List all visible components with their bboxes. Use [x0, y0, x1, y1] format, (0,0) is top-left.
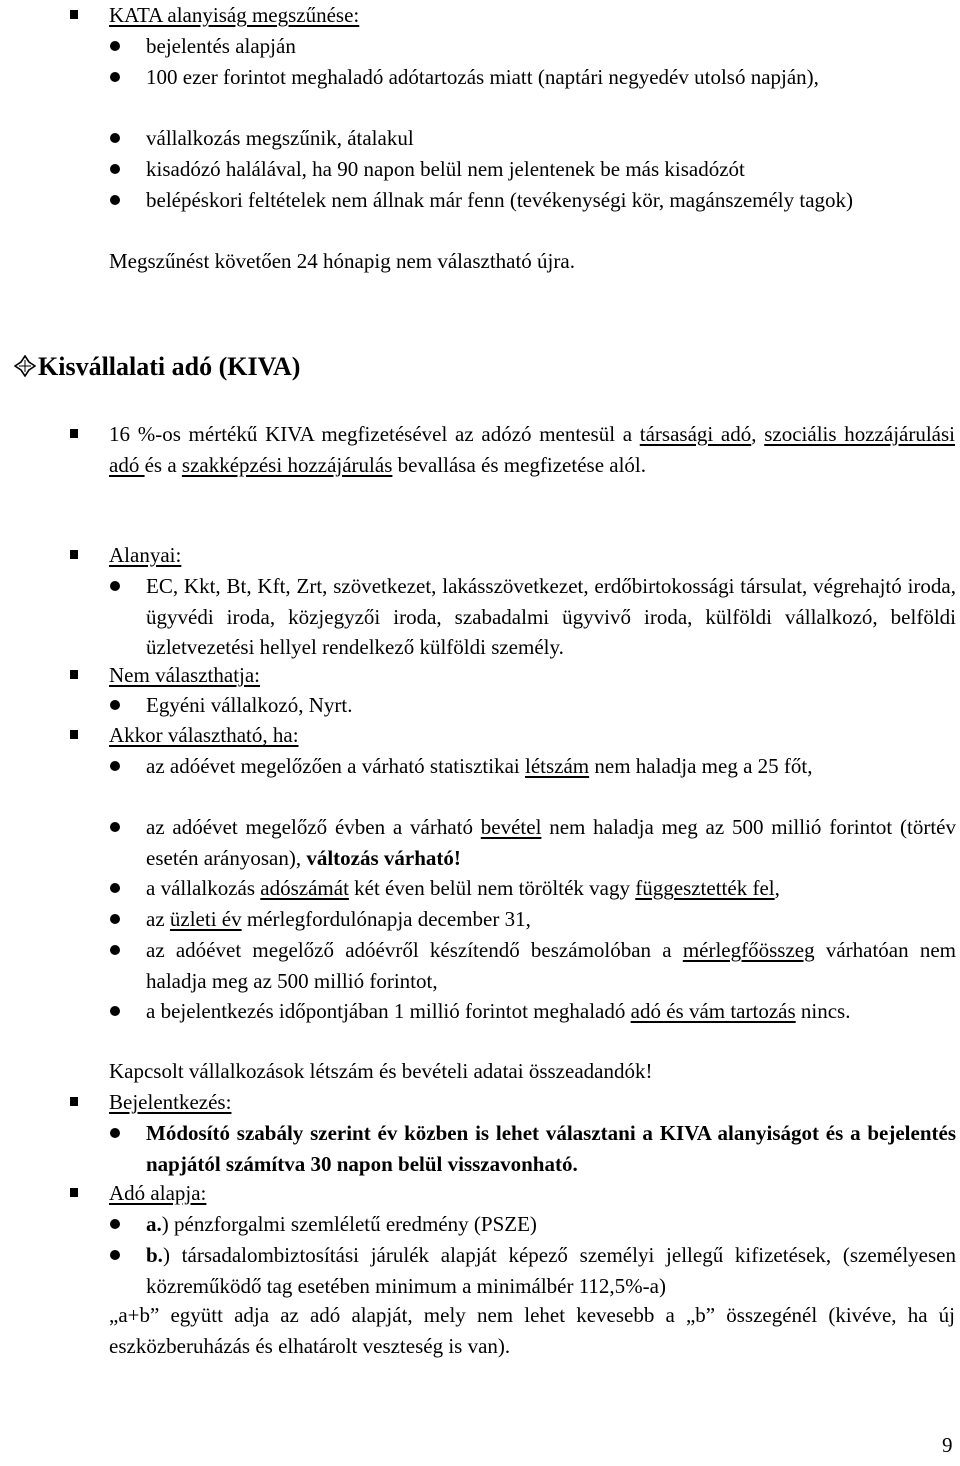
text: mérlegfordulónapja december 31, [241, 907, 531, 931]
szocho-term: szociális hozzájárulási adó [109, 422, 956, 477]
bejelentkezes-text: Módosító szabály szerint év közben is lehet választani a KIVA alanyiságot és a bejelentés napjától számítva 30 napon belül visszavonható. [146, 1121, 956, 1176]
list-item-text [146, 1209, 956, 1240]
bullet-icon [110, 945, 120, 955]
square-bullet-icon [70, 1097, 78, 1106]
valtozas-notice: változás várható! [306, 845, 461, 870]
square-bullet-icon [70, 670, 78, 679]
tarsasagi-ado-term: társasági adó [639, 422, 752, 446]
text: ) pénzforgalmi szemléletű eredmény (PSZE) [161, 1212, 537, 1236]
list-item-text [146, 1240, 956, 1301]
bullet-icon [110, 72, 120, 82]
list-item-text: vállalkozás megszűnik, átalakul [146, 126, 414, 150]
list-item-text [146, 935, 956, 996]
list-item-text: kisadózó halálával, ha 90 napon belül nem jelentenek be más kisadózót [146, 157, 745, 181]
intro-text: , [751, 422, 765, 446]
akkor-valaszthato-label: Akkor választható, ha: [109, 723, 299, 747]
bullet-icon [110, 700, 120, 710]
page-number: 9 [942, 1433, 953, 1457]
bullet-icon [110, 1006, 120, 1016]
text: a vállalkozás [146, 876, 261, 900]
bullet-icon [110, 761, 120, 771]
text: az [146, 907, 170, 931]
summary-text: „a+b” együtt adja az adó alapját, mely nem lehet kevesebb a „b” összegénél (kivéve, ha új eszközberuházás és elhatárolt veszteség is van). [109, 1303, 955, 1358]
bullet-icon [110, 195, 120, 205]
square-bullet-icon [70, 730, 78, 739]
bullet-icon [110, 581, 120, 591]
intro-text: és a [144, 452, 182, 477]
bullet-icon [110, 41, 120, 51]
kiva-intro [109, 419, 955, 480]
square-bullet-icon [70, 429, 78, 438]
bullet-icon [110, 822, 120, 832]
intro-text: 16 %-os mértékű KIVA megfizetésével az adózó mentesül a [109, 422, 640, 446]
uzleti-ev-term: üzleti év [169, 907, 242, 931]
diamond-bullet-icon [14, 355, 36, 377]
list-item-text: belépéskori feltételek nem állnak már fenn (tevékenységi kör, magánszemély tagok) [146, 188, 854, 212]
bullet-icon [110, 1250, 120, 1260]
square-bullet-icon [70, 10, 78, 19]
list-item-text [146, 873, 956, 904]
felfuggesztes-term: függesztették fel [635, 876, 775, 900]
text: két éven belül nem törölték vagy [348, 876, 636, 900]
szakkepzesi-term: szakképzési hozzájárulás [181, 452, 393, 477]
ado-alapja-label: Adó alapja: [109, 1181, 207, 1205]
kapcsolt-text: Kapcsolt vállalkozások létszám és bevételi adatai összeadandók! [109, 1059, 653, 1083]
text: várhatóan nem haladja meg az 500 millió forintot, [146, 938, 956, 993]
text: , [774, 876, 780, 900]
alanyai-text: EC, Kkt, Bt, Kft, Zrt, szövetkezet, lakásszövetkezet, erdőbirtokossági társulat, végrehajtó iroda, ügyvédi iroda, közjegyzői iroda, szabadalmi ügyvivő iroda, külföldi vállalkozó, belföldi üzletvezetési hellyel rendelkező külföldi személy. [146, 574, 956, 659]
kata-note: Megszűnést követően 24 hónapig nem választható újra. [109, 249, 575, 273]
text: ) társadalombiztosítási járulék alapját képező személyi jellegű kifizetések, (személyesen közreműködő tag esetében minimum a minimálbér 112,5%-a) [146, 1243, 956, 1298]
bullet-icon [110, 1128, 120, 1138]
text: nem haladja meg az 500 millió forintot (törtév esetén arányosan), [146, 815, 956, 870]
bullet-icon [110, 914, 120, 924]
text: az adóévet megelőző évben a várható [146, 815, 481, 839]
bejelentkezes-label: Bejelentkezés: [109, 1090, 232, 1114]
intro-text: bevallása és megfizetése alól. [392, 452, 647, 477]
adoszam-term: adószámát [260, 876, 349, 900]
kiva-title: Kisvállalati adó (KIVA) [38, 352, 301, 381]
list-item-text [146, 904, 956, 935]
bullet-icon [110, 1219, 120, 1229]
bevetel-term: bevétel [480, 815, 542, 839]
list-item-text [146, 996, 956, 1027]
bullet-icon [110, 164, 120, 174]
kata-heading: KATA alanyiság megszűnése: [109, 3, 360, 27]
nem-valaszthatja-label: Nem választhatja: [109, 663, 261, 687]
merlegfoosszeg-term: mérlegfőösszeg [682, 938, 815, 962]
tartozas-term: adó és vám tartozás [630, 999, 796, 1023]
item-marker-b: b. [146, 1243, 163, 1267]
bullet-icon [110, 133, 120, 143]
bullet-icon [110, 883, 120, 893]
list-item-text: bejelentés alapján [146, 34, 296, 58]
text: nincs. [795, 999, 851, 1023]
text: a bejelentkezés időpontjában 1 millió forintot meghaladó [146, 999, 631, 1023]
text: az adóévet megelőző adóévről készítendő beszámolóban a [146, 938, 683, 962]
square-bullet-icon [70, 1188, 78, 1197]
square-bullet-icon [70, 550, 78, 559]
letszam-term: létszám [525, 754, 590, 778]
alanyai-label: Alanyai: [109, 543, 182, 567]
list-item-text [146, 812, 956, 873]
item-marker-a: a. [146, 1212, 162, 1236]
list-item-text [146, 751, 956, 782]
text: nem haladja meg a 25 főt, [589, 754, 813, 778]
list-item-text: 100 ezer forintot meghaladó adótartozás miatt (naptári negyedév utolsó napján), [146, 65, 819, 89]
text: az adóévet megelőzően a várható statisztikai [146, 754, 525, 778]
nem-valaszthatja-text: Egyéni vállalkozó, Nyrt. [146, 693, 353, 717]
